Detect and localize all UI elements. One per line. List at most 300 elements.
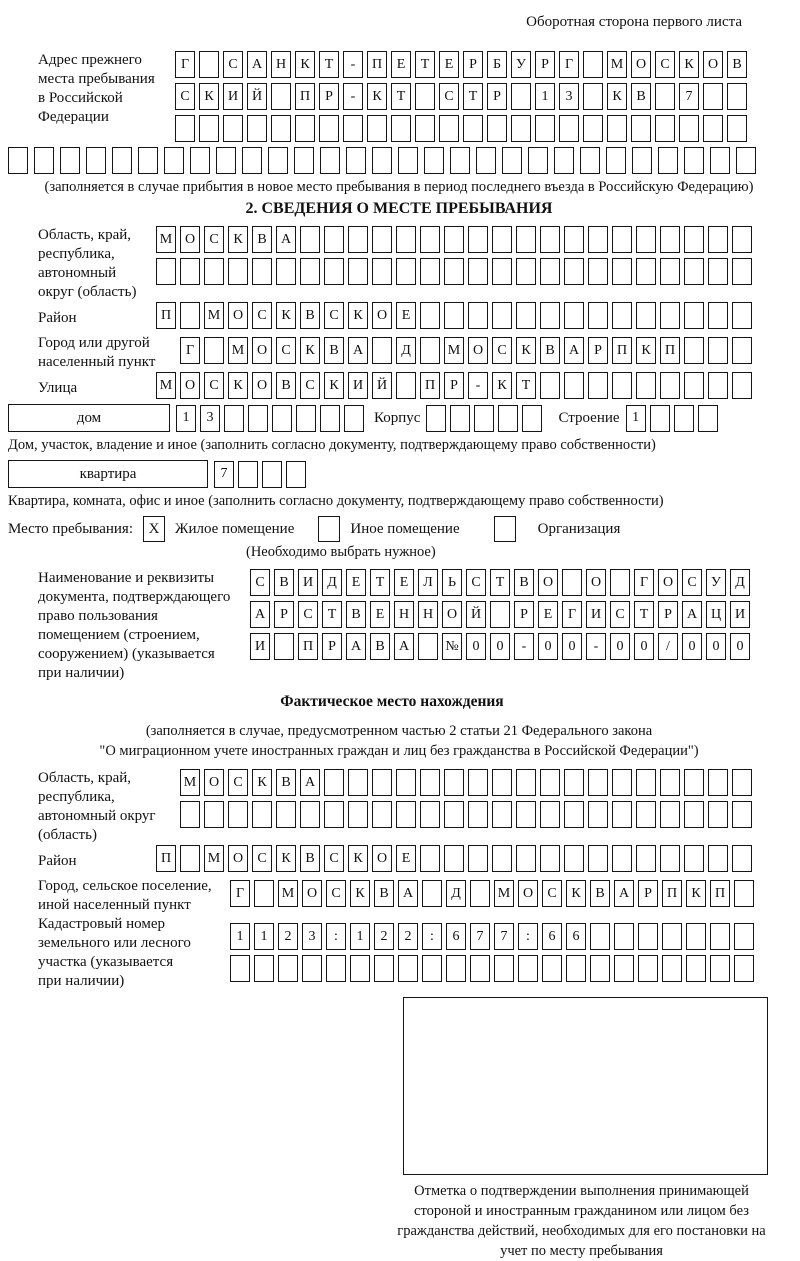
actual-city-block [8,877,800,915]
char-box [708,845,728,872]
char-box [294,147,314,174]
char-box: С [252,302,272,329]
char-box: В [276,769,296,796]
char-box [320,405,340,432]
oblast-row-2 [156,258,752,285]
char-box: : [422,923,442,950]
char-box: Н [271,51,291,78]
char-box: О [442,601,462,628]
char-box [216,147,236,174]
rayon-row [156,302,752,329]
char-box [703,115,723,142]
char-box [540,258,560,285]
char-box [463,115,483,142]
char-box [474,405,494,432]
document-block [8,569,800,683]
char-box [470,880,490,907]
char-box [420,801,440,828]
char-box [420,302,440,329]
cadastre-row-1 [230,923,754,950]
char-box: К [276,302,296,329]
char-box: С [682,569,702,596]
char-box: : [518,923,538,950]
char-box [490,601,510,628]
char-box [396,226,416,253]
char-box: Б [487,51,507,78]
char-box: П [662,880,682,907]
char-box: Й [466,601,486,628]
char-box [180,302,200,329]
char-box: Е [346,569,366,596]
section2-title: 2. СВЕДЕНИЯ О МЕСТЕ ПРЕБЫВАНИЯ [245,200,553,217]
char-box [444,258,464,285]
char-box: Г [175,51,195,78]
actual-location-note [8,721,790,761]
char-box: К [252,769,272,796]
char-box [415,115,435,142]
char-box: 2 [398,923,418,950]
char-box: - [343,83,363,110]
char-box: 6 [566,923,586,950]
char-box: М [444,337,464,364]
char-box [422,955,442,982]
char-box: Р [535,51,555,78]
char-box [420,226,440,253]
char-box: Г [634,569,654,596]
char-box: № [442,633,462,660]
char-box [34,147,54,174]
char-box: Г [230,880,250,907]
char-box: Р [319,83,339,110]
char-box [703,83,723,110]
char-box [583,115,603,142]
char-box [426,405,446,432]
char-box [662,955,682,982]
char-box: М [228,337,248,364]
char-box [516,845,536,872]
label-line: республика, [38,789,115,805]
char-box [636,372,656,399]
char-box [732,302,752,329]
char-box: 0 [706,633,726,660]
stay-note: (Необходимо выбрать нужное) [246,544,436,560]
char-box [636,845,656,872]
char-box [614,955,634,982]
char-box: С [655,51,675,78]
char-box [554,147,574,174]
char-box: / [658,633,678,660]
char-box: К [300,337,320,364]
char-box: Р [463,51,483,78]
char-box [302,955,322,982]
char-box [606,147,626,174]
char-box: 6 [542,923,562,950]
char-box [324,801,344,828]
char-box: С [223,51,243,78]
actual-oblast-block [8,769,800,845]
char-box: 1 [230,923,250,950]
char-box: В [300,845,320,872]
char-box: О [538,569,558,596]
char-box: С [204,226,224,253]
char-box [348,226,368,253]
char-box [396,801,416,828]
char-box [612,845,632,872]
char-box: В [300,302,320,329]
char-box [540,302,560,329]
street-row [156,372,752,399]
char-box: 1 [350,923,370,950]
label-line: Федерации [38,109,109,125]
char-box: 2 [278,923,298,950]
char-box [679,115,699,142]
char-box [190,147,210,174]
char-box [498,405,518,432]
char-box: Т [490,569,510,596]
label-line: Область, край, [38,770,132,786]
char-box [612,769,632,796]
char-box [444,769,464,796]
char-box: К [350,880,370,907]
prev-address-row-2 [175,83,747,110]
char-box [588,226,608,253]
char-box [86,147,106,174]
label-line: иной населенный пункт [38,897,191,913]
char-box [300,226,320,253]
char-box [470,955,490,982]
char-box: К [566,880,586,907]
label-line: в Российской [38,90,123,106]
char-box: В [540,337,560,364]
actual-note-line1: (заполняется в случае, предусмотренном частью 2 статьи 21 Федерального закона [145,723,653,739]
char-box: А [564,337,584,364]
char-box: 7 [679,83,699,110]
char-box [559,115,579,142]
char-box: В [727,51,747,78]
char-box: И [250,633,270,660]
char-box [450,147,470,174]
document-label [8,569,250,683]
char-box [175,115,195,142]
char-box [516,769,536,796]
char-box [112,147,132,174]
document-row-1 [250,569,750,596]
char-box [180,801,200,828]
char-box: С [324,302,344,329]
oblast-row-1 [156,226,752,253]
char-box: В [324,337,344,364]
char-box [684,147,704,174]
char-box [518,955,538,982]
char-box [588,302,608,329]
char-box [686,923,706,950]
char-box [732,258,752,285]
actual-oblast-row-2 [180,801,752,828]
char-box [660,769,680,796]
actual-rayon-block [8,845,800,877]
char-box [180,258,200,285]
char-box [319,115,339,142]
char-box: Н [418,601,438,628]
char-box: К [367,83,387,110]
char-box: В [631,83,651,110]
char-box: А [300,769,320,796]
char-box [348,801,368,828]
char-box [542,955,562,982]
label-line: республика, [38,246,115,262]
char-box: - [514,633,534,660]
char-box: Е [396,845,416,872]
label-line: Область, край, [38,227,132,243]
char-box: 1 [254,923,274,950]
char-box: С [326,880,346,907]
char-box [660,372,680,399]
char-box [540,845,560,872]
char-box [326,955,346,982]
char-box: К [228,226,248,253]
char-box [286,461,306,488]
char-box [348,769,368,796]
char-box: И [298,569,318,596]
char-box: К [276,845,296,872]
char-box [674,405,694,432]
char-box [468,302,488,329]
char-box: П [156,302,176,329]
actual-city-row [230,880,754,907]
prev-address-note: (заполняется в случае прибытия в новое место пребывания в период последнего въезда в Российскую Федерацию) [44,179,754,195]
char-box [372,226,392,253]
char-box: 3 [302,923,322,950]
char-box [424,147,444,174]
prev-address-row-4 [8,147,800,174]
city-row [180,337,752,364]
char-box [684,769,704,796]
char-box: В [370,633,390,660]
char-box [736,147,756,174]
char-box [223,115,243,142]
char-box: Р [638,880,658,907]
char-box: К [607,83,627,110]
char-box [254,880,274,907]
char-box [444,801,464,828]
char-box [708,769,728,796]
char-box [638,955,658,982]
char-box: К [492,372,512,399]
char-box: Е [370,601,390,628]
char-box: К [295,51,315,78]
char-box: - [468,372,488,399]
char-box [444,302,464,329]
char-box: Е [538,601,558,628]
char-box: М [156,226,176,253]
char-box [252,258,272,285]
char-box [686,955,706,982]
char-box [396,258,416,285]
char-box: Е [391,51,411,78]
char-box: Р [487,83,507,110]
char-box [636,258,656,285]
char-box [562,569,582,596]
char-box [8,147,28,174]
house-row [8,404,800,432]
char-box [450,405,470,432]
stroenie-label: Строение [558,409,620,426]
char-box [636,801,656,828]
char-box [564,372,584,399]
char-box [660,845,680,872]
stay-type-label: Место пребывания: [8,520,133,537]
label-line: Адрес прежнего [38,52,142,68]
char-box [516,226,536,253]
char-box: С [175,83,195,110]
char-box [631,115,651,142]
char-box [372,258,392,285]
char-box: Р [588,337,608,364]
label-line: помещением (строением, [38,627,200,643]
char-box: И [348,372,368,399]
char-box [468,226,488,253]
char-box [324,769,344,796]
rayon-label: Район [38,309,77,326]
char-box [204,258,224,285]
char-box: Р [322,633,342,660]
char-box: Р [274,601,294,628]
char-box: В [276,372,296,399]
char-box [727,83,747,110]
actual-oblast-rows [180,769,752,833]
street-block [8,372,800,404]
char-box [662,923,682,950]
stay-option-org: Организация [537,520,621,537]
char-box [420,769,440,796]
char-box [476,147,496,174]
char-box: В [252,226,272,253]
char-box [612,258,632,285]
char-box [396,769,416,796]
char-box: У [706,569,726,596]
char-box [535,115,555,142]
char-box [180,845,200,872]
char-box [278,955,298,982]
stay-option-zhiloe: Жилое помещение [175,520,295,537]
char-box [590,955,610,982]
char-box [732,337,752,364]
char-box [516,801,536,828]
actual-rayon-label: Район [38,852,77,869]
char-box: Л [418,569,438,596]
char-box [228,801,248,828]
char-box: О [586,569,606,596]
stay-checkbox-zhiloe: X [143,516,165,542]
char-box [415,83,435,110]
char-box: С [276,337,296,364]
char-box [732,845,752,872]
char-box: С [610,601,630,628]
house-number-cells [176,405,364,432]
char-box [734,955,754,982]
char-box: Т [463,83,483,110]
actual-location-title: Фактическое место нахождения [280,693,504,710]
char-box [439,115,459,142]
char-box [494,955,514,982]
char-box: Т [370,569,390,596]
char-box [516,258,536,285]
stay-option-inoe: Иное помещение [350,520,460,537]
char-box [684,302,704,329]
char-box [199,51,219,78]
char-box: А [250,601,270,628]
char-box: М [156,372,176,399]
char-box: П [295,83,315,110]
char-box [588,372,608,399]
char-box [708,258,728,285]
char-box: Т [634,601,654,628]
char-box [344,405,364,432]
char-box: Д [322,569,342,596]
label-line: при наличии) [38,973,125,989]
char-box [422,880,442,907]
char-box: А [346,633,366,660]
char-box [708,801,728,828]
char-box [612,801,632,828]
char-box [684,226,704,253]
char-box: М [204,302,224,329]
char-box [468,845,488,872]
label-line: Кадастровый номер [38,916,165,932]
char-box [522,405,542,432]
char-box [398,955,418,982]
char-box [734,923,754,950]
char-box: О [180,226,200,253]
char-box [732,372,752,399]
char-box [684,845,704,872]
apartment-label-box: квартира [8,460,208,488]
char-box [300,801,320,828]
char-box [660,801,680,828]
char-box: А [398,880,418,907]
label-line: при наличии) [38,665,125,681]
char-box: Е [396,302,416,329]
char-box: К [516,337,536,364]
char-box [698,405,718,432]
char-box [684,337,704,364]
label-line: участка (указывается [38,954,174,970]
char-box: 0 [730,633,750,660]
char-box: 0 [682,633,702,660]
char-box: 0 [538,633,558,660]
prev-address-row-1 [175,51,747,78]
char-box: С [439,83,459,110]
char-box [540,801,560,828]
char-box [398,147,418,174]
char-box: К [348,845,368,872]
label-line: округ (область) [38,284,137,300]
char-box: 0 [610,633,630,660]
char-box [710,147,730,174]
char-box [612,226,632,253]
char-box [420,337,440,364]
char-box: Й [372,372,392,399]
char-box [468,801,488,828]
char-box: Р [444,372,464,399]
char-box: 7 [470,923,490,950]
char-box [636,226,656,253]
char-box [324,258,344,285]
oblast-label [8,226,156,302]
label-line: населенный пункт [38,354,156,370]
char-box [252,801,272,828]
char-box [614,923,634,950]
